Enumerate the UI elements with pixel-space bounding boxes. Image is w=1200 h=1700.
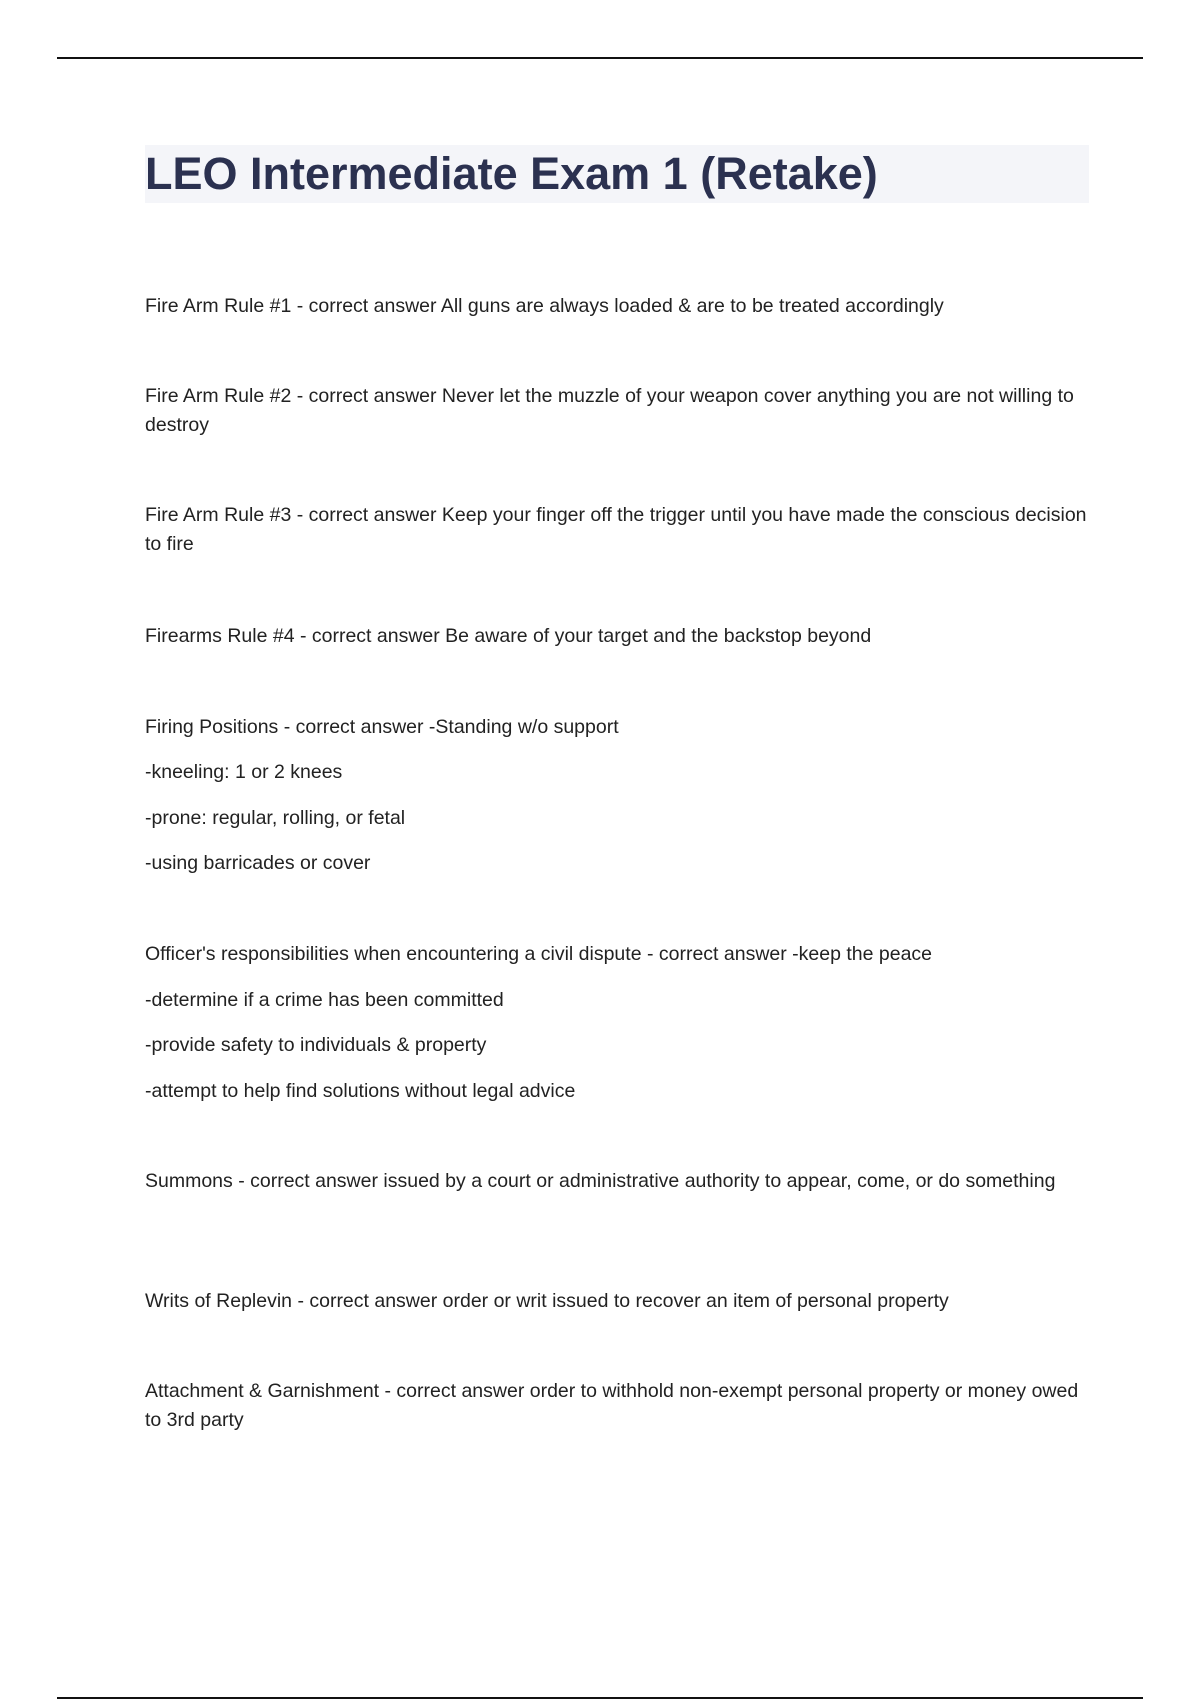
entry-fire-arm-rule-2: Fire Arm Rule #2 - correct answer Never let the muzzle of your weapon cover anything you are not willing to destroy <box>145 385 1074 436</box>
title-banner <box>145 145 1089 203</box>
top-divider <box>57 57 1143 59</box>
page-title: LEO Intermediate Exam 1 (Retake) <box>145 148 878 199</box>
bottom-divider <box>57 1697 1143 1699</box>
responsibility-item: -determine if a crime has been committed <box>145 989 504 1011</box>
firing-position-item: -using barricades or cover <box>145 852 371 874</box>
entry-writs-of-replevin: Writs of Replevin - correct answer order or writ issued to recover an item of personal property <box>145 1290 949 1312</box>
responsibility-item: -provide safety to individuals & property <box>145 1034 487 1056</box>
responsibility-item: -attempt to help find solutions without legal advice <box>145 1080 576 1102</box>
entry-fire-arm-rule-3: Fire Arm Rule #3 - correct answer Keep your finger off the trigger until you have made the conscious decision to fire <box>145 504 1087 555</box>
entry-attachment-garnishment: Attachment & Garnishment - correct answer order to withhold non-exempt personal property or money owed to 3rd party <box>145 1380 1079 1431</box>
entry-firearms-rule-4: Firearms Rule #4 - correct answer Be aware of your target and the backstop beyond <box>145 625 872 647</box>
entry-summons: Summons - correct answer issued by a court or administrative authority to appear, come, or do something <box>145 1170 1056 1192</box>
firing-position-item: -prone: regular, rolling, or fetal <box>145 807 406 829</box>
entry-fire-arm-rule-1: Fire Arm Rule #1 - correct answer All guns are always loaded & are to be treated accordingly <box>145 295 944 317</box>
entry-firing-positions: Firing Positions - correct answer -Standing w/o support <box>145 716 619 738</box>
entry-officer-responsibilities: Officer's responsibilities when encountering a civil dispute - correct answer -keep the peace <box>145 943 933 965</box>
firing-position-item: -kneeling: 1 or 2 knees <box>145 761 343 783</box>
